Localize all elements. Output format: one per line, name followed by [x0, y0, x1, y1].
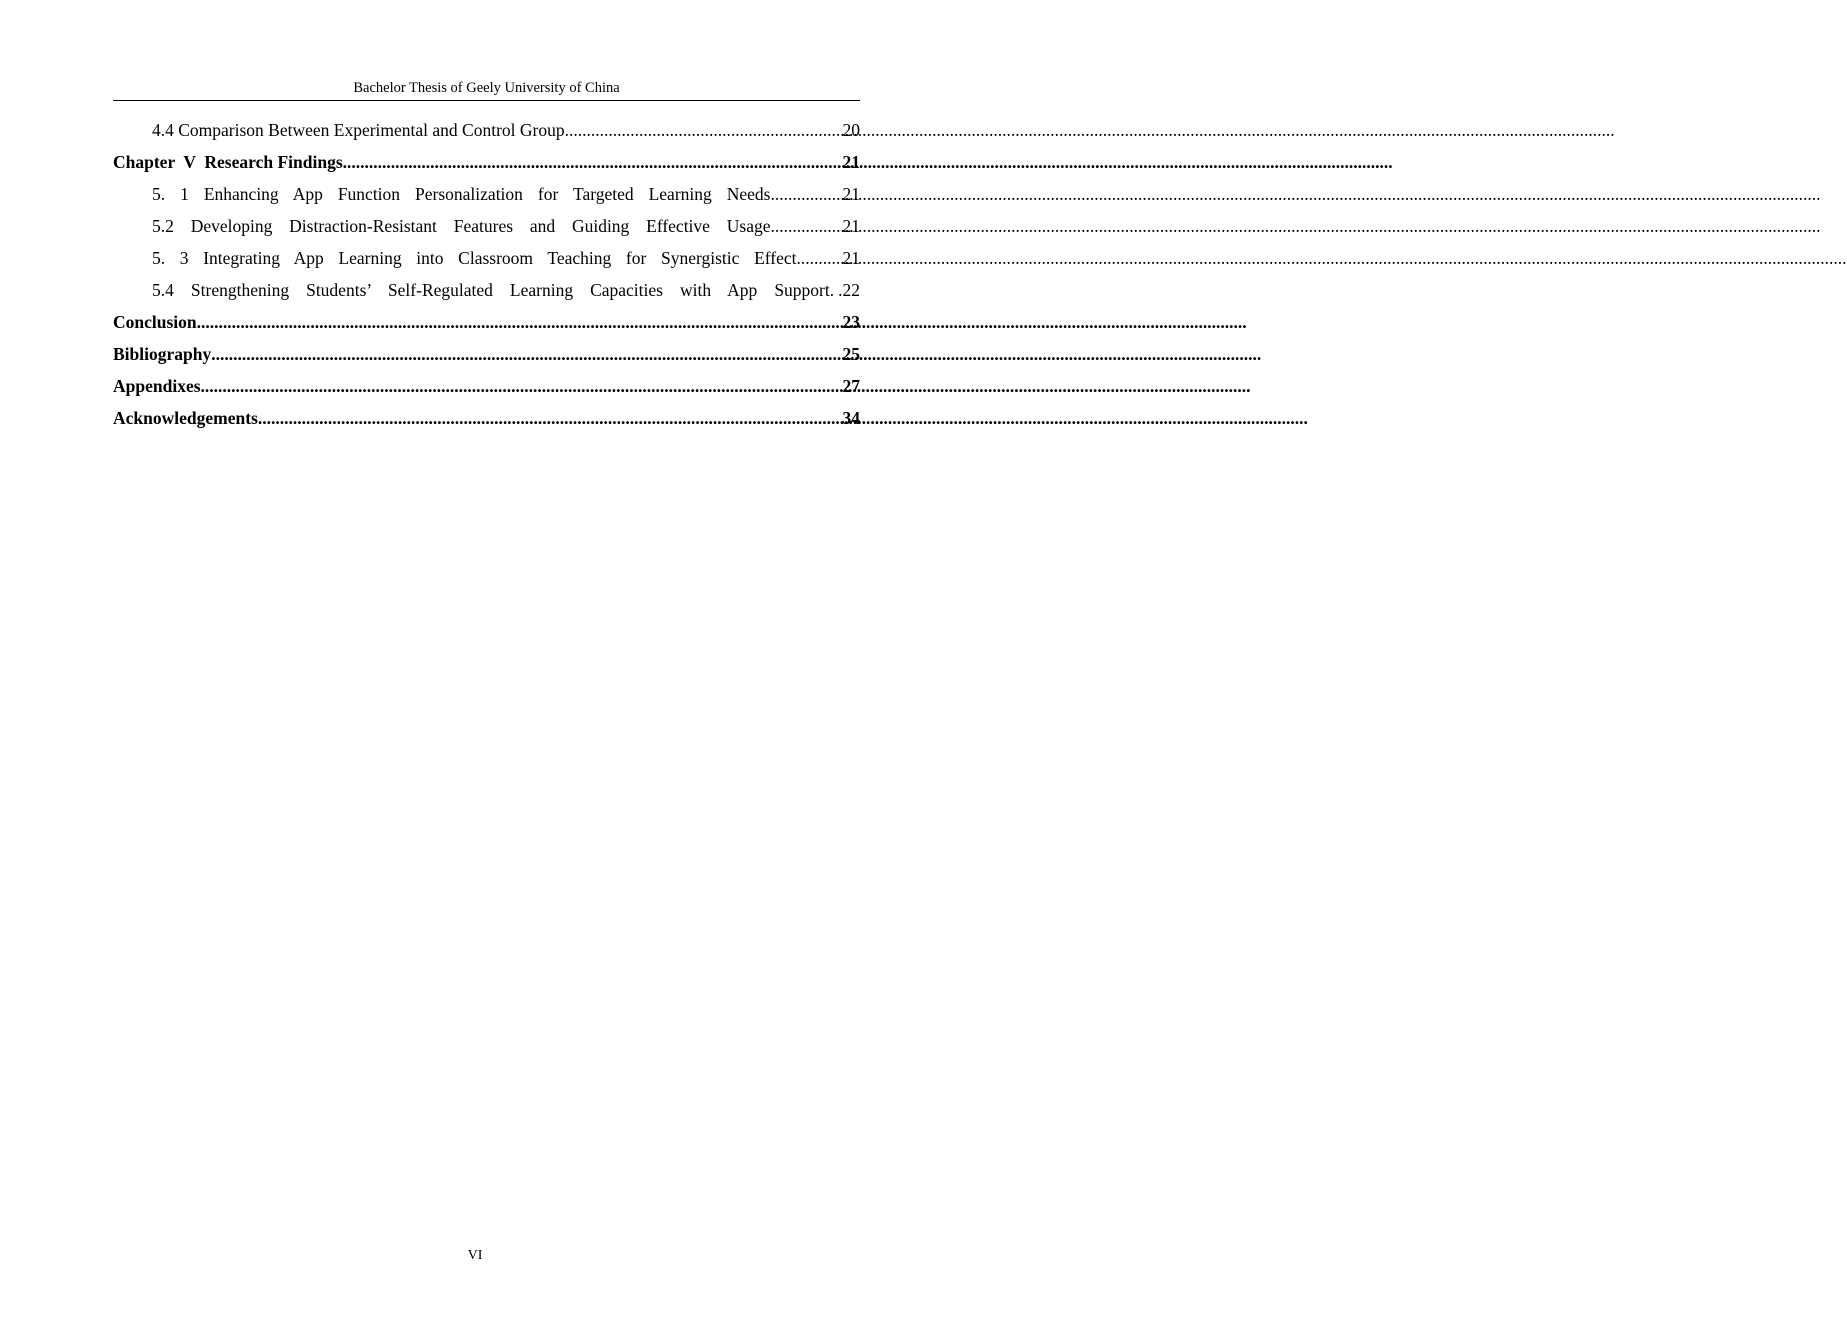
toc-entry-title: 5. 3 Integrating App Learning into Classroom Teaching for Synergistic Effect	[152, 248, 797, 268]
toc-entry-title: Appendixes	[113, 376, 201, 396]
toc-dot-leader	[771, 178, 843, 210]
toc-dot-leader	[343, 146, 843, 178]
toc-entry-5-4[interactable]	[113, 274, 860, 306]
toc-entry-page: 21	[842, 248, 860, 268]
toc-entry-title: 5.2 Developing Distraction-Resistant Features and Guiding Effective Usage	[152, 216, 771, 236]
table-of-contents	[113, 114, 860, 434]
page-header	[113, 78, 860, 101]
header-title: Bachelor Thesis of Geely University of China	[353, 80, 620, 96]
page-number: VI	[467, 1248, 483, 1263]
toc-entry-page: 23	[838, 312, 860, 332]
toc-entry-page: 34	[842, 408, 860, 428]
toc-entry-5-3[interactable]	[113, 242, 860, 274]
toc-dot-leader	[771, 210, 843, 242]
toc-entry-title: 5.4 Strengthening Students’ Self-Regulated Learning Capacities with App Support.	[152, 280, 835, 300]
toc-entry-title: Conclusion	[113, 312, 197, 332]
toc-entry-title: Chapter V Research Findings	[113, 152, 343, 172]
toc-dot-leader	[565, 114, 843, 146]
toc-dot-leader	[797, 242, 843, 274]
toc-entry-title: Acknowledgements	[113, 408, 258, 428]
toc-entry-title: 5. 1 Enhancing App Function Personalization for Targeted Learning Needs	[152, 184, 771, 204]
toc-entry-acknowledgements[interactable]	[113, 402, 860, 434]
toc-dot-leader	[211, 338, 842, 370]
toc-entry-4-4[interactable]	[113, 114, 860, 146]
toc-entry-title: 4.4 Comparison Between Experimental and Control Group	[152, 120, 565, 140]
toc-entry-page: 21	[842, 216, 860, 236]
toc-entry-bibliography[interactable]	[113, 338, 860, 370]
toc-entry-page: 27	[842, 376, 860, 396]
toc-dot-leader	[258, 402, 843, 434]
toc-entry-title: Bibliography	[113, 344, 212, 364]
toc-entry-5-1[interactable]	[113, 178, 860, 210]
toc-entry-page: 20	[842, 120, 860, 140]
toc-dot-leader	[201, 370, 843, 402]
toc-entry-page: 21	[842, 152, 860, 172]
toc-dot-leader	[197, 306, 838, 338]
toc-entry-page: .22	[838, 280, 860, 300]
toc-entry-page: 21	[842, 184, 860, 204]
toc-entry-conclusion[interactable]	[113, 306, 860, 338]
page-footer	[0, 1247, 950, 1265]
toc-entry-appendixes[interactable]	[113, 370, 860, 402]
toc-entry-5-2[interactable]	[113, 210, 860, 242]
toc-entry-chapter-5[interactable]	[113, 146, 860, 178]
toc-entry-page: 25	[842, 344, 860, 364]
